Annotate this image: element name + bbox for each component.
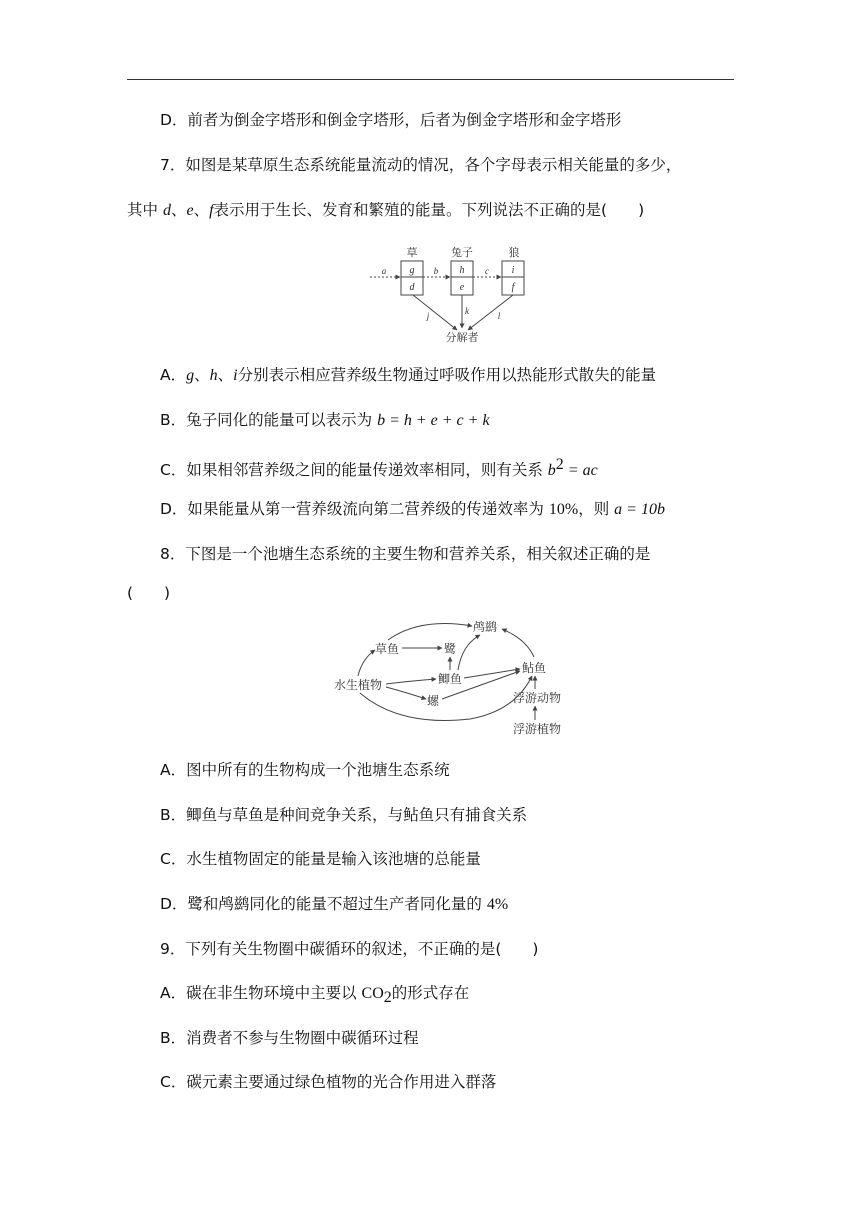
- label-e: e: [459, 282, 465, 293]
- arrow-l: [468, 295, 513, 330]
- option-text: 分别表示相应营养级生物通过呼吸作用以热能形式散失的能量: [237, 366, 657, 384]
- separator: 、: [193, 201, 210, 219]
- q9-option-c: C．碳元素主要通过绿色植物的光合作用进入群落: [160, 1073, 497, 1091]
- label-l: l: [497, 311, 501, 321]
- q7-stem-prefix: 其中: [127, 201, 163, 219]
- formula-rest: = ac: [563, 462, 598, 480]
- q7-stem-suffix: 表示用于生长、发育和繁殖的能量。下列说法不正确的是( ): [213, 201, 645, 219]
- edge-catfish-pelican: [502, 629, 534, 657]
- label-g: g: [409, 265, 415, 276]
- edge-waterplant-crucian: [386, 679, 436, 684]
- percent: 4%: [486, 896, 509, 913]
- var-d: d: [162, 202, 171, 219]
- formula: a = 10b: [614, 501, 665, 518]
- node-phytoplankton: 浮游植物: [513, 722, 562, 736]
- node-zooplankton: 浮游动物: [513, 691, 562, 705]
- food-web-diagram: [330, 615, 566, 739]
- option-text: 的形式存在: [391, 984, 470, 1002]
- co2-formula: CO: [361, 985, 384, 1002]
- grass-label: 草: [406, 246, 418, 259]
- q8-stem-line2: ( ): [127, 584, 171, 602]
- var-f: f: [209, 202, 214, 219]
- q7-stem-line2: [127, 199, 734, 222]
- option-text: ，则: [578, 500, 615, 518]
- formula-b: b: [547, 462, 556, 480]
- label-j: j: [426, 311, 430, 321]
- var-h: h: [209, 367, 218, 384]
- label-k: k: [465, 306, 469, 316]
- exponent: 2: [555, 456, 564, 473]
- label-d: d: [409, 282, 415, 293]
- option-text: A．碳在非生物环境中主要以: [160, 984, 362, 1002]
- q9-option-a: [160, 982, 767, 1009]
- rabbit-label: 兔子: [451, 246, 473, 259]
- q7-stem-line1: 7．如图是某草原生态系统能量流动的情况，各个字母表示相关能量的多少，: [160, 156, 682, 174]
- q8-stem-line1: 8．下图是一个池塘生态系统的主要生物和营养关系，相关叙述正确的是: [160, 545, 651, 563]
- decomposer-label: 分解者: [445, 331, 479, 344]
- label-h: h: [459, 265, 465, 276]
- co2-subscript: 2: [383, 989, 392, 1007]
- node-grass-carp: 草鱼: [375, 642, 400, 656]
- label-i: i: [511, 265, 515, 276]
- q9-stem: 9．下列有关生物圈中碳循环的叙述，不正确的是( ): [160, 940, 539, 958]
- arrow-j: [413, 295, 457, 330]
- edge-crucian-pelican: [458, 635, 480, 670]
- q7-option-a: [160, 364, 767, 387]
- separator: 、: [217, 366, 234, 384]
- node-pelican: 鸬鹚: [473, 620, 498, 634]
- option-text: D．如果能量从第一营养级流向第二营养级的传递效率为: [160, 500, 549, 518]
- option-prefix: A．: [160, 366, 187, 384]
- node-water-plant: 水生植物: [334, 678, 383, 692]
- q8-option-a: A．图中所有的生物构成一个池塘生态系统: [160, 761, 450, 779]
- q6-option-d: D．前者为倒金字塔形和倒金字塔形，后者为倒金字塔形和金字塔形: [160, 111, 622, 129]
- edge-grasscarp-pelican: [388, 623, 472, 640]
- option-text: C．如果相邻营养级之间的能量传递效率相同，则有关系: [160, 461, 548, 480]
- separator: 、: [170, 201, 187, 219]
- option-text: B．兔子同化的能量可以表示为: [160, 411, 378, 429]
- wolf-label: 狼: [508, 246, 520, 259]
- q8-option-d: [160, 893, 767, 916]
- node-catfish: 鲇鱼: [522, 661, 547, 675]
- option-text: D．鹭和鸬鹚同化的能量不超过生产者同化量的: [160, 895, 487, 913]
- var-i: i: [233, 367, 238, 384]
- node-crucian: 鲫鱼: [438, 672, 463, 686]
- q9-option-b: B．消费者不参与生物圈中碳循环过程: [160, 1029, 419, 1047]
- q7-option-b: [160, 409, 767, 432]
- label-a: a: [381, 266, 387, 276]
- q7-option-d: [160, 498, 767, 521]
- var-g: g: [186, 367, 195, 384]
- percent: 10%: [548, 501, 579, 518]
- energy-flow-diagram: [368, 240, 538, 346]
- node-heron: 鹭: [444, 642, 457, 656]
- q8-option-c: C．水生植物固定的能量是输入该池塘的总能量: [160, 850, 481, 868]
- edge-waterplant-grasscarp: [358, 650, 375, 676]
- q7-option-c: [160, 454, 767, 482]
- top-rule: [127, 79, 734, 80]
- edge-waterplant-snail: [386, 687, 426, 699]
- q8-option-b: B．鲫鱼与草鱼是种间竞争关系，与鲇鱼只有捕食关系: [160, 806, 528, 824]
- formula: b = h + e + c + k: [377, 412, 490, 429]
- separator: 、: [194, 366, 210, 384]
- node-snail: 螺: [427, 694, 440, 708]
- var-e: e: [186, 202, 194, 219]
- label-b: b: [433, 266, 439, 276]
- label-c: c: [485, 266, 489, 276]
- label-f: f: [511, 282, 515, 293]
